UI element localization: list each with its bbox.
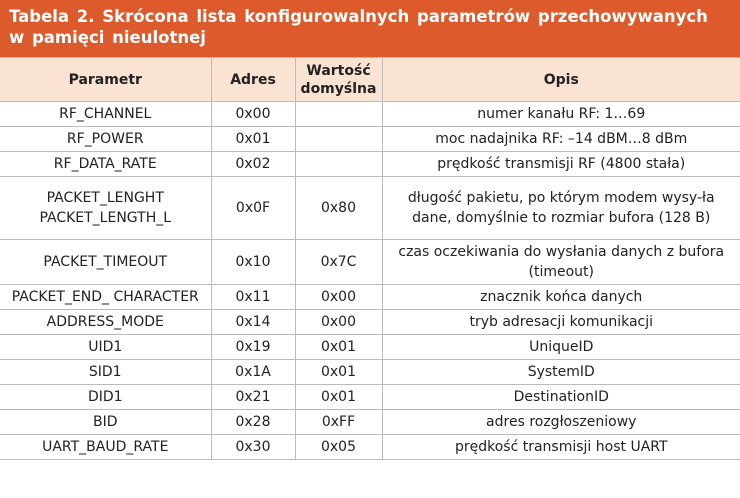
cell-param: BID xyxy=(0,410,211,435)
cell-default: 0xFF xyxy=(295,410,382,435)
cell-desc: tryb adresacji komunikacji xyxy=(382,310,740,335)
cell-param: UART_BAUD_RATE xyxy=(0,435,211,460)
table-row xyxy=(0,410,740,435)
cell-addr: 0x21 xyxy=(211,385,295,410)
table-row xyxy=(0,335,740,360)
cell-param: DID1 xyxy=(0,385,211,410)
cell-desc: prędkość transmisji host UART xyxy=(382,435,740,460)
table-row xyxy=(0,102,740,127)
cell-desc: czas oczekiwania do wysłania danych z bufora (timeout) xyxy=(382,240,740,285)
cell-param: PACKET_END_ CHARACTER xyxy=(0,285,211,310)
table-row xyxy=(0,152,740,177)
table-row xyxy=(0,435,740,460)
cell-param: RF_CHANNEL xyxy=(0,102,211,127)
cell-default xyxy=(295,102,382,127)
cell-default: 0x01 xyxy=(295,385,382,410)
cell-addr: 0x11 xyxy=(211,285,295,310)
cell-addr: 0x19 xyxy=(211,335,295,360)
cell-addr: 0x28 xyxy=(211,410,295,435)
cell-param: UID1 xyxy=(0,335,211,360)
cell-default xyxy=(295,152,382,177)
table-row xyxy=(0,177,740,240)
cell-addr: 0x14 xyxy=(211,310,295,335)
cell-addr: 0x01 xyxy=(211,127,295,152)
cell-desc: UniqueID xyxy=(382,335,740,360)
cell-addr: 0x02 xyxy=(211,152,295,177)
cell-addr: 0x10 xyxy=(211,240,295,285)
cell-desc: numer kanału RF: 1…69 xyxy=(382,102,740,127)
cell-param: ADDRESS_MODE xyxy=(0,310,211,335)
cell-param: PACKET_LENGHT PACKET_LENGTH_L xyxy=(0,177,211,240)
header-default: Wartość domyślna xyxy=(295,58,382,102)
cell-default: 0x01 xyxy=(295,335,382,360)
cell-default: 0x00 xyxy=(295,285,382,310)
cell-default: 0x7C xyxy=(295,240,382,285)
cell-desc: SystemID xyxy=(382,360,740,385)
header-param: Parametr xyxy=(0,58,211,102)
cell-addr: 0x1A xyxy=(211,360,295,385)
cell-default: 0x80 xyxy=(295,177,382,240)
cell-desc: prędkość transmisji RF (4800 stała) xyxy=(382,152,740,177)
table-caption: Tabela 2. Skrócona lista konfigurowalnych parametrów przechowywanych w pamięci nieulotnej xyxy=(0,0,740,57)
cell-desc: adres rozgłoszeniowy xyxy=(382,410,740,435)
cell-addr: 0x30 xyxy=(211,435,295,460)
cell-addr: 0x0F xyxy=(211,177,295,240)
cell-default: 0x05 xyxy=(295,435,382,460)
header-addr: Adres xyxy=(211,58,295,102)
cell-desc: DestinationID xyxy=(382,385,740,410)
cell-param: SID1 xyxy=(0,360,211,385)
cell-default: 0x00 xyxy=(295,310,382,335)
header-row xyxy=(0,58,740,102)
table-row xyxy=(0,385,740,410)
table-row xyxy=(0,285,740,310)
parameters-table xyxy=(0,57,740,460)
cell-param: RF_DATA_RATE xyxy=(0,152,211,177)
cell-addr: 0x00 xyxy=(211,102,295,127)
cell-default xyxy=(295,127,382,152)
cell-default: 0x01 xyxy=(295,360,382,385)
cell-param: RF_POWER xyxy=(0,127,211,152)
table-row xyxy=(0,360,740,385)
cell-desc: długość pakietu, po którym modem wysy-ła dane, domyślnie to rozmiar bufora (128 B) xyxy=(382,177,740,240)
table-row xyxy=(0,127,740,152)
cell-param: PACKET_TIMEOUT xyxy=(0,240,211,285)
table-row xyxy=(0,240,740,285)
header-desc: Opis xyxy=(382,58,740,102)
table-row xyxy=(0,310,740,335)
cell-desc: znacznik końca danych xyxy=(382,285,740,310)
cell-desc: moc nadajnika RF: –14 dBM…8 dBm xyxy=(382,127,740,152)
